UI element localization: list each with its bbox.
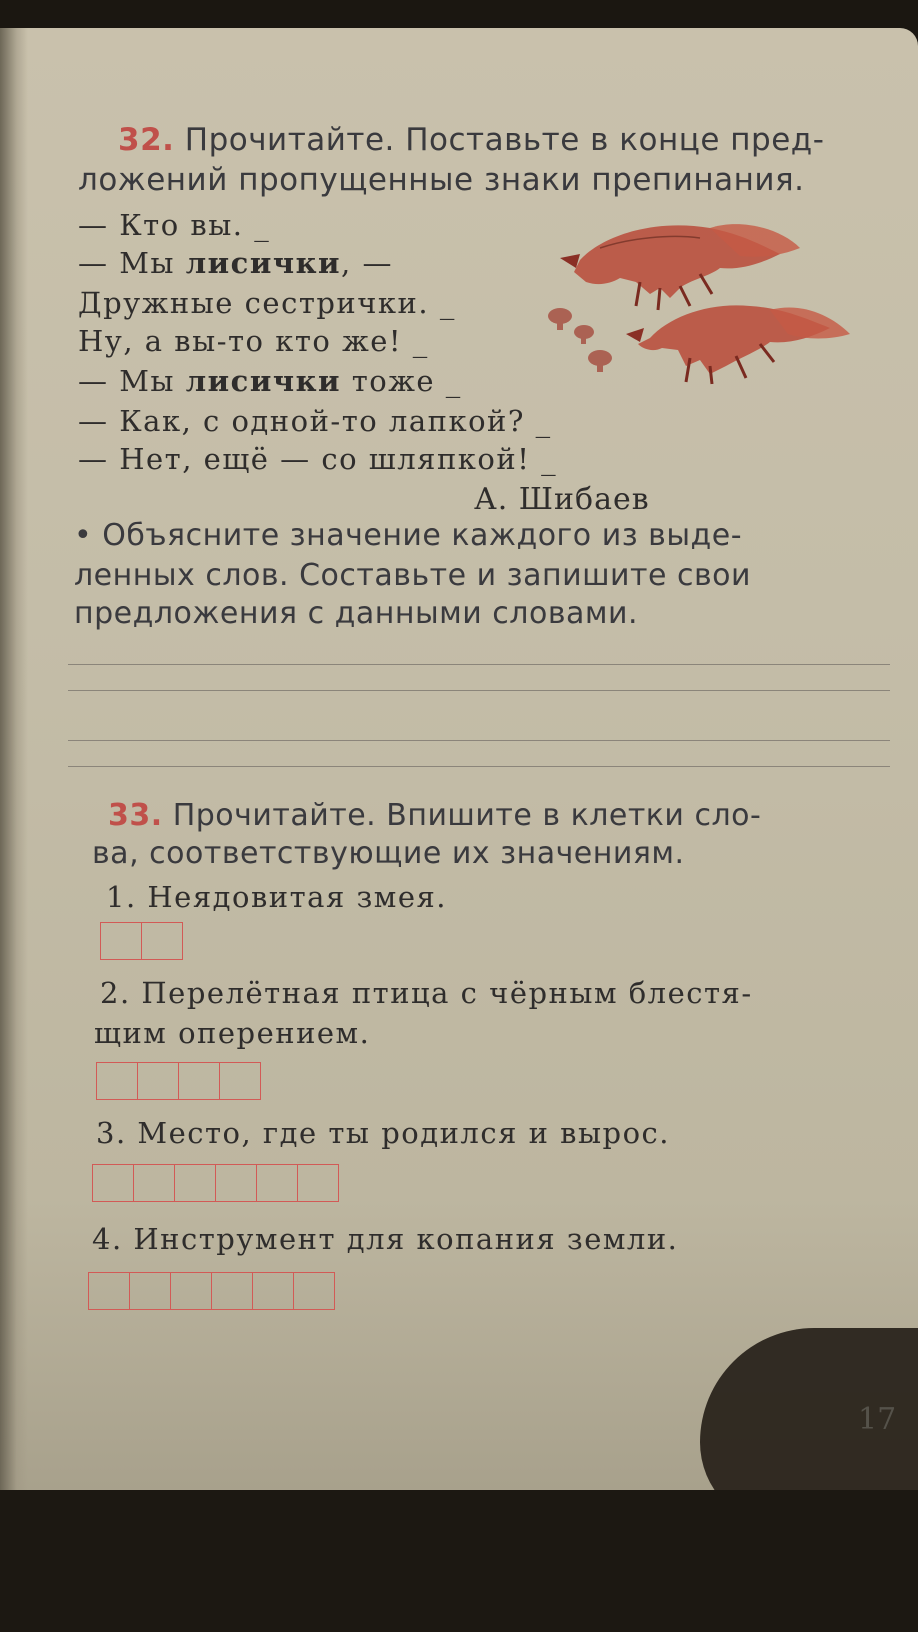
poem-line <box>78 404 552 438</box>
poem-bold-word: лисички <box>185 246 342 280</box>
poem-line-ending: ! _ <box>517 442 558 476</box>
task32-subtask-line1 <box>74 518 742 553</box>
task33-number: 33. <box>108 798 163 833</box>
poem-line-text: Дружные сестрички <box>78 286 419 320</box>
poem-line-text: Ну, а вы-то кто же <box>78 324 389 358</box>
page-number: 17 <box>858 1402 897 1437</box>
task33-item-3: 3. Место, где ты родился и вырос. <box>96 1116 671 1150</box>
poem-line <box>78 442 557 476</box>
poem-line-text: — Кто вы <box>78 208 233 242</box>
answer-cell[interactable] <box>101 923 142 959</box>
answer-cell[interactable] <box>138 1063 179 1099</box>
task33-instruction-line1: Прочитайте. Впишите в клетки сло- <box>172 798 762 833</box>
mushrooms-icon <box>548 308 612 372</box>
subtask-text: Объясните значение каждого из выде- <box>102 518 743 553</box>
answer-cells-4[interactable] <box>88 1272 335 1310</box>
task33-item-2-cont: щим оперением. <box>94 1016 371 1050</box>
poem-line-ending: . _ <box>418 286 456 320</box>
answer-cells-2[interactable] <box>96 1062 261 1100</box>
writing-line[interactable] <box>68 664 890 665</box>
answer-cells-3[interactable] <box>92 1164 339 1202</box>
task33-header <box>108 798 761 833</box>
answer-cell[interactable] <box>142 923 182 959</box>
poem-line <box>78 364 462 398</box>
poem-line <box>78 246 393 280</box>
answer-cell[interactable] <box>253 1273 294 1309</box>
poem-line-ending: ! _ <box>388 324 429 358</box>
task33-item-4: 4. Инструмент для копания земли. <box>92 1222 679 1256</box>
poem-bold-word: лисички <box>185 364 342 398</box>
writing-line[interactable] <box>68 766 890 767</box>
poem-author: А. Шибаев <box>474 482 650 517</box>
answer-cell[interactable] <box>179 1063 220 1099</box>
task33-item-2: 2. Перелётная птица с чёрным блестя- <box>100 976 753 1010</box>
poem-line-ending: . _ <box>232 208 271 242</box>
bullet-icon: • <box>74 518 93 553</box>
answer-cell[interactable] <box>89 1273 130 1309</box>
answer-cell[interactable] <box>216 1165 257 1201</box>
page-binding-shadow <box>0 28 28 1490</box>
answer-cell[interactable] <box>294 1273 334 1309</box>
answer-cell[interactable] <box>212 1273 253 1309</box>
poem-line-ending: тоже _ <box>341 364 462 398</box>
answer-cells-1[interactable] <box>100 922 183 960</box>
poem-line-text: — Мы <box>78 246 186 280</box>
task32-number: 32. <box>118 122 175 158</box>
task32-subtask-line3: предложения с данными словами. <box>74 596 639 631</box>
writing-line[interactable] <box>68 690 890 691</box>
task32-instruction-line2: ложений пропущенные знаки препинания. <box>78 162 805 198</box>
workbook-page <box>0 28 918 1490</box>
poem-line <box>78 208 270 242</box>
answer-cell[interactable] <box>175 1165 216 1201</box>
book-edge <box>0 1490 918 1632</box>
poem-line-ending: ? _ <box>507 404 552 438</box>
fox-upper-icon <box>560 224 800 310</box>
poem-line <box>78 324 429 358</box>
task32-subtask-line2: ленных слов. Составьте и запишите свои <box>74 558 752 593</box>
poem-line-ending: , — <box>341 246 393 280</box>
answer-cell[interactable] <box>134 1165 175 1201</box>
answer-cell[interactable] <box>257 1165 298 1201</box>
poem-line-text: — Мы <box>78 364 186 398</box>
foxes-illustration <box>540 198 880 388</box>
poem-line-text: — Нет, ещё — со шляпкой <box>78 442 518 476</box>
answer-cell[interactable] <box>130 1273 171 1309</box>
task32-instruction-line1: Прочитайте. Поставьте в конце пред- <box>184 122 825 158</box>
answer-cell[interactable] <box>298 1165 338 1201</box>
task32-header <box>118 122 824 158</box>
answer-cell[interactable] <box>171 1273 212 1309</box>
poem-line <box>78 286 456 320</box>
writing-line[interactable] <box>68 740 890 741</box>
answer-cell[interactable] <box>220 1063 260 1099</box>
task33-item-1: 1. Неядовитая змея. <box>106 880 448 914</box>
task33-instruction-line2: ва, соответствующие их значениям. <box>92 836 685 871</box>
answer-cell[interactable] <box>93 1165 134 1201</box>
answer-cell[interactable] <box>97 1063 138 1099</box>
fox-lower-icon <box>626 305 850 384</box>
poem-line-text: — Как, с одной-то лапкой <box>78 404 508 438</box>
